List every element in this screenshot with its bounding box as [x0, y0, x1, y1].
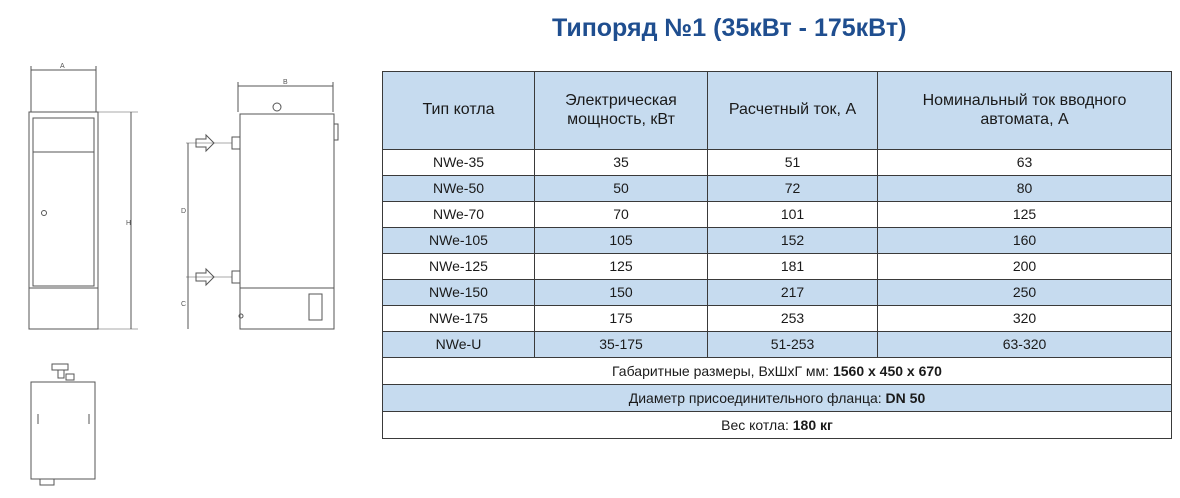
dimension-label-c: C [181, 301, 187, 308]
dimension-label-b: B [283, 79, 288, 86]
flange-label: Диаметр присоединительного фланца: [628, 389, 882, 406]
flange-cell [383, 385, 1172, 412]
cell-boiler-type: NWe-U [383, 332, 535, 358]
cell-power: 105 [535, 228, 708, 254]
page-title: Типоряд №1 (35кВт - 175кВт) [552, 14, 907, 42]
cell-rated-current: 51 [708, 150, 878, 176]
table-row [383, 228, 1172, 254]
table-row [383, 176, 1172, 202]
dimension-label-a: A [60, 63, 65, 70]
front-view-drawing [29, 63, 138, 329]
cell-breaker-current: 80 [878, 176, 1172, 202]
weight-cell [383, 412, 1172, 439]
table-row [383, 254, 1172, 280]
cell-power: 35-175 [535, 332, 708, 358]
cell-rated-current: 152 [708, 228, 878, 254]
cell-breaker-current: 250 [878, 280, 1172, 306]
top-view-drawing [31, 364, 95, 485]
header-breaker-current: Номинальный ток вводного автомата, А [878, 72, 1172, 150]
cell-boiler-type: NWe-150 [383, 280, 535, 306]
header-electric-power: Электрическая мощность, кВт [535, 72, 708, 150]
cell-boiler-type: NWe-125 [383, 254, 535, 280]
cell-power: 125 [535, 254, 708, 280]
table-row [383, 280, 1172, 306]
boiler-spec-table [382, 71, 1172, 439]
header-boiler-type: Тип котла [383, 72, 535, 150]
dimensions-label: Габаритные размеры, ВхШхГ мм: [612, 362, 830, 379]
dimensions-value: 1560 х 450 х 670 [832, 362, 942, 379]
cell-power: 70 [535, 202, 708, 228]
cell-rated-current: 51-253 [708, 332, 878, 358]
dimension-label-d: D [181, 208, 187, 215]
cell-rated-current: 217 [708, 280, 878, 306]
cell-rated-current: 181 [708, 254, 878, 280]
cell-breaker-current: 200 [878, 254, 1172, 280]
cell-breaker-current: 320 [878, 306, 1172, 332]
header-rated-current: Расчетный ток, А [708, 72, 878, 150]
weight-value: 180 кг [792, 416, 833, 433]
flange-value: DN 50 [885, 389, 926, 406]
dimensions-cell [383, 358, 1172, 385]
cell-power: 150 [535, 280, 708, 306]
cell-rated-current: 101 [708, 202, 878, 228]
cell-rated-current: 72 [708, 176, 878, 202]
boiler-drawings [0, 0, 380, 498]
weight-label: Вес котла: [721, 416, 789, 433]
table-row [383, 202, 1172, 228]
cell-rated-current: 253 [708, 306, 878, 332]
table-header-row [383, 72, 1172, 150]
cell-breaker-current: 63 [878, 150, 1172, 176]
cell-boiler-type: NWe-175 [383, 306, 535, 332]
table-row [383, 306, 1172, 332]
table-row [383, 332, 1172, 358]
cell-power: 35 [535, 150, 708, 176]
dimensions-row [383, 358, 1172, 385]
cell-boiler-type: NWe-70 [383, 202, 535, 228]
cell-power: 50 [535, 176, 708, 202]
cell-breaker-current: 160 [878, 228, 1172, 254]
cell-breaker-current: 125 [878, 202, 1172, 228]
cell-breaker-current: 63-320 [878, 332, 1172, 358]
weight-row [383, 412, 1172, 439]
cell-boiler-type: NWe-35 [383, 150, 535, 176]
flange-row [383, 385, 1172, 412]
side-view-drawing [181, 79, 338, 329]
table-row [383, 150, 1172, 176]
cell-power: 175 [535, 306, 708, 332]
cell-boiler-type: NWe-50 [383, 176, 535, 202]
dimension-label-h: H [126, 220, 132, 227]
cell-boiler-type: NWe-105 [383, 228, 535, 254]
